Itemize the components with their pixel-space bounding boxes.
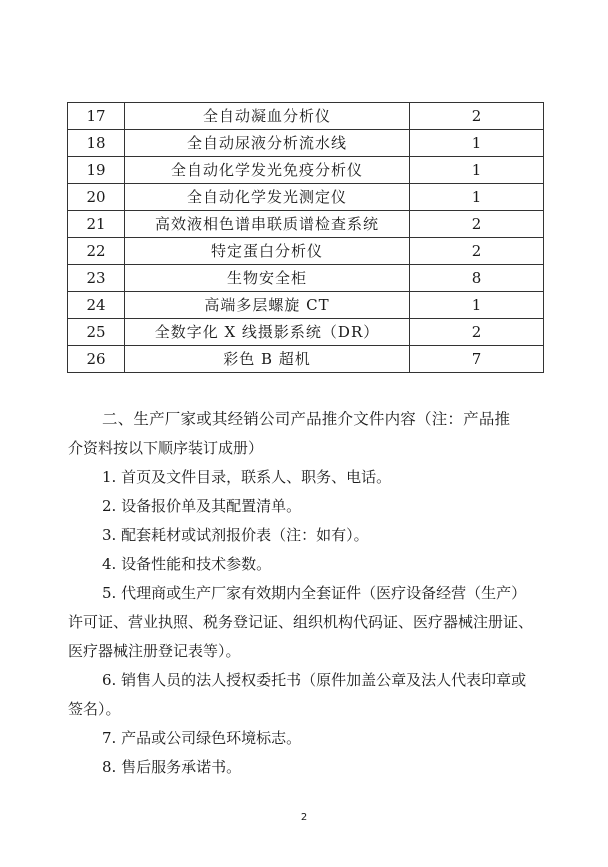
section-heading — [88, 405, 540, 434]
equipment-quantity: 8 — [410, 265, 544, 292]
list-item: 4. 设备性能和技术参数。 — [102, 555, 272, 573]
equipment-name: 全自动凝血分析仪 — [125, 103, 410, 130]
row-number: 19 — [68, 157, 125, 184]
table-row — [68, 265, 544, 292]
equipment-name: 彩色 B 超机 — [125, 346, 410, 373]
row-number: 23 — [68, 265, 125, 292]
list-item: 8. 售后服务承诺书。 — [102, 758, 242, 776]
equipment-name: 全数字化 X 线摄影系统（DR） — [125, 319, 410, 346]
table-row — [68, 346, 544, 373]
equipment-quantity: 1 — [410, 184, 544, 211]
equipment-quantity: 1 — [410, 292, 544, 319]
row-number: 25 — [68, 319, 125, 346]
section-heading-note: （注：产品推 — [416, 410, 511, 428]
table-row — [68, 211, 544, 238]
list-item: 3. 配套耗材或试剂报价表（注：如有）。 — [102, 526, 369, 544]
equipment-quantity: 2 — [410, 211, 544, 238]
row-number: 17 — [68, 103, 125, 130]
row-number: 22 — [68, 238, 125, 265]
section-heading-note-continued: 介资料按以下顺序装订成册） — [68, 439, 264, 457]
equipment-quantity: 2 — [410, 103, 544, 130]
table-row — [68, 130, 544, 157]
equipment-quantity: 2 — [410, 319, 544, 346]
table-row — [68, 238, 544, 265]
equipment-quantity: 1 — [410, 157, 544, 184]
list-item: 2. 设备报价单及其配置清单。 — [102, 497, 302, 515]
equipment-quantity: 2 — [410, 238, 544, 265]
list-item: 5. 代理商或生产厂家有效期内全套证件（医疗设备经营（生产）许可证、营业执照、税务登记证、组织机构代码证、医疗器械注册证、医疗器械注册登记表等）。 — [68, 584, 534, 660]
equipment-quantity: 1 — [410, 130, 544, 157]
equipment-name: 全自动尿液分析流水线 — [125, 130, 410, 157]
row-number: 18 — [68, 130, 125, 157]
equipment-name: 高效液相色谱串联质谱检查系统 — [125, 211, 410, 238]
equipment-name: 全自动化学发光免疫分析仪 — [125, 157, 410, 184]
list-item: 1. 首页及文件目录，联系人、职务、电话。 — [102, 468, 392, 486]
equipment-name: 全自动化学发光测定仪 — [125, 184, 410, 211]
equipment-table — [67, 102, 544, 373]
table-row — [68, 103, 544, 130]
equipment-name: 高端多层螺旋 CT — [125, 292, 410, 319]
table-row — [68, 319, 544, 346]
list-item: 7. 产品或公司绿色环境标志。 — [102, 729, 302, 747]
section-heading-title: 二、生产厂家或其经销公司产品推介文件内容 — [102, 410, 417, 428]
equipment-name: 特定蛋白分析仪 — [125, 238, 410, 265]
equipment-table-body — [68, 103, 544, 373]
equipment-quantity: 7 — [410, 346, 544, 373]
table-row — [68, 157, 544, 184]
page-number: 2 — [300, 812, 308, 823]
row-number: 21 — [68, 211, 125, 238]
section-2 — [68, 405, 540, 782]
row-number: 20 — [68, 184, 125, 211]
table-row — [68, 184, 544, 211]
row-number: 26 — [68, 346, 125, 373]
table-row — [68, 292, 544, 319]
list-item: 6. 销售人员的法人授权委托书（原件加盖公章及法人代表印章或签名）。 — [68, 671, 527, 718]
row-number: 24 — [68, 292, 125, 319]
equipment-name: 生物安全柜 — [125, 265, 410, 292]
